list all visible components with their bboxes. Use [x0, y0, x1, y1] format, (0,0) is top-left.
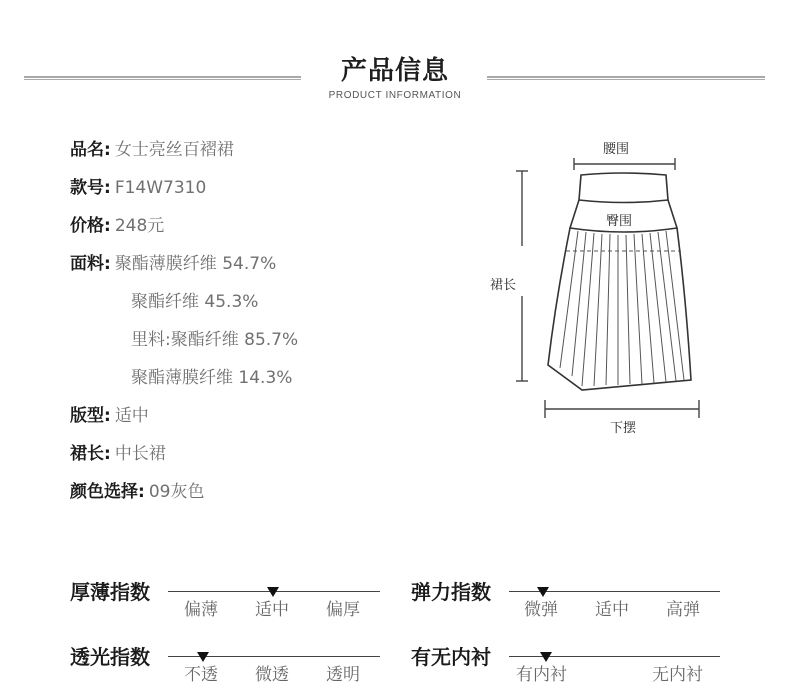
- transparency-option: 不透: [184, 665, 218, 685]
- info-row-fabric-2: [131, 289, 258, 315]
- thickness-index-title: 厚薄指数: [70, 580, 150, 604]
- waist-label: 腰围: [603, 142, 630, 157]
- transparency-option: 透明: [326, 665, 360, 685]
- hip-label: 臀围: [606, 214, 633, 229]
- skirt-measurement-diagram: [486, 128, 716, 438]
- name-label: 品名:: [70, 140, 111, 160]
- elasticity-index-title: 弹力指数: [411, 580, 491, 604]
- fabric-line: 里料:聚酯纤维 85.7%: [131, 330, 299, 350]
- length-diagram-label: 裙长: [490, 278, 517, 293]
- fabric-line: 聚酯纤维 45.3%: [131, 292, 259, 312]
- thickness-marker-icon: [267, 587, 279, 597]
- transparency-index: [70, 644, 390, 699]
- length-label: 裙长:: [70, 444, 111, 464]
- style-value: F14W7310: [114, 178, 207, 198]
- length-value: 中长裙: [114, 444, 166, 464]
- transparency-option: 微透: [255, 665, 289, 685]
- lining-index: [411, 644, 731, 699]
- info-row-color: [70, 479, 204, 505]
- transparency-marker-icon: [197, 652, 209, 662]
- fit-label: 版型:: [70, 406, 111, 426]
- elasticity-index: [411, 579, 731, 639]
- elasticity-option: 微弹: [524, 600, 558, 620]
- price-label: 价格:: [70, 216, 111, 236]
- page-title: 产品信息: [340, 56, 449, 86]
- info-row-fabric-3: [131, 327, 298, 353]
- fabric-line: 聚酯薄膜纤维 54.7%: [114, 254, 277, 274]
- page-subtitle: PRODUCT INFORMATION: [328, 90, 462, 101]
- color-label: 颜色选择:: [70, 482, 145, 502]
- info-row-price: [70, 213, 164, 239]
- elasticity-marker-icon: [537, 587, 549, 597]
- transparency-index-title: 透光指数: [70, 645, 150, 669]
- fabric-line: 聚酯薄膜纤维 14.3%: [131, 368, 293, 388]
- skirt-illustration: [486, 128, 716, 438]
- lining-option: 无内衬: [652, 665, 703, 685]
- info-row-length: [70, 441, 166, 467]
- color-value: 09灰色: [148, 482, 205, 502]
- hem-label: 下摆: [610, 421, 637, 436]
- thickness-option: 偏薄: [184, 600, 218, 620]
- fit-value: 适中: [114, 406, 149, 426]
- info-row-name: [70, 137, 234, 163]
- thickness-option: 偏厚: [326, 600, 360, 620]
- elasticity-option: 适中: [595, 600, 629, 620]
- price-value: 248元: [114, 216, 165, 236]
- info-row-style: [70, 175, 206, 201]
- lining-option: 有内衬: [516, 665, 567, 685]
- lining-index-title: 有无内衬: [411, 645, 491, 669]
- lining-marker-icon: [540, 652, 552, 662]
- fabric-label: 面料:: [70, 254, 111, 274]
- style-label: 款号:: [70, 178, 111, 198]
- name-value: 女士亮丝百褶裙: [114, 140, 234, 160]
- info-row-fit: [70, 403, 149, 429]
- thickness-index: [70, 579, 390, 639]
- info-row-fabric: [70, 251, 276, 277]
- thickness-option: 适中: [255, 600, 289, 620]
- elasticity-option: 高弹: [666, 600, 700, 620]
- info-row-fabric-4: [131, 365, 292, 391]
